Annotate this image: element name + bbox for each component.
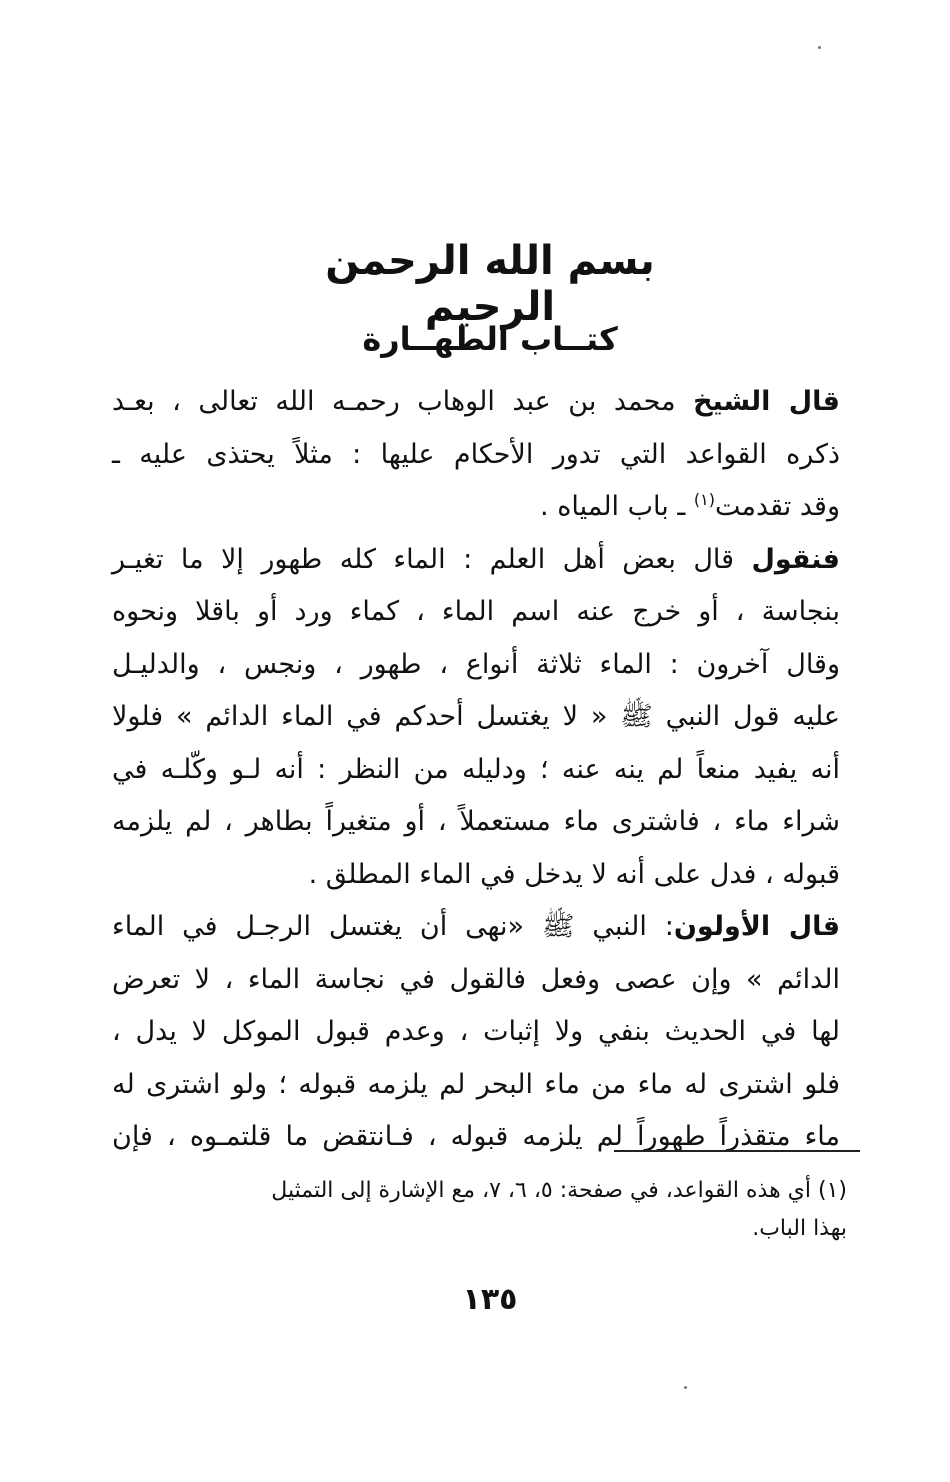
footnote [112, 1172, 847, 1248]
footnote-line: بهذا الباب. [752, 1216, 847, 1241]
line-text: أنه يفيد منعاً لم ينه عنه ؛ ودليله من النظر : أنه لـو وكّلـه في [112, 753, 840, 785]
footnote-line: (١) أي هذه القواعد، في صفحة: ٥، ٦، ٧، مع الإشارة إلى التمثيل [271, 1178, 847, 1203]
page-number: ١٣٥ [462, 1282, 518, 1317]
basmala-heading: بسم الله الرحمن الرحيم [325, 238, 655, 330]
line-text: شراء ماء ، فاشترى ماء مستعملاً ، أو متغيراً بطاهر ، لم يلزمه [112, 806, 840, 837]
lead-phrase: قال الشيخ [693, 386, 840, 417]
footnote-marker[interactable]: (١) [693, 490, 715, 509]
line-text: قبوله ، فدل على أنه لا يدخل في الماء المطلق . [308, 858, 840, 890]
paragraph-1 [112, 376, 840, 534]
line-text: ماء متقذراً طهوراً لم يلزمه قبوله ، فـانتقض ما قلتمـوه ، فإن [112, 1121, 840, 1152]
line-text: ذكره القواعد التي تدور الأحكام عليها : مثلاً يحتذى عليه ـ [112, 438, 840, 470]
lead-phrase: قال الأولون [673, 911, 840, 942]
paper-speck [818, 46, 821, 49]
text-line [112, 691, 840, 744]
text-line [112, 481, 840, 534]
text-line [112, 954, 840, 1007]
lead-phrase: فنقول [751, 543, 840, 575]
text-line [112, 1006, 840, 1059]
line-text: الدائم » وإن عصى وفعل فالقول في نجاسة الماء ، لا تعرض [112, 963, 840, 995]
line-text: وقال آخرون : الماء ثلاثة أنواع ، طهور ، ونجس ، والدليـل [112, 648, 840, 680]
text-line [112, 796, 840, 849]
text-line [112, 534, 840, 587]
text-line [112, 376, 840, 429]
text-line [112, 586, 840, 639]
main-text [112, 376, 840, 1164]
line-text: محمد بن عبد الوهاب رحمـه الله تعالى ، بعـد [112, 386, 694, 417]
chapter-title: كتــاب الطهــارة [362, 320, 618, 358]
paper-speck [684, 1386, 687, 1389]
line-text: فلو اشترى له ماء من ماء البحر لم يلزمه قبوله ؛ ولو اشترى له [112, 1068, 840, 1100]
text-line [112, 1059, 840, 1112]
text-line [112, 744, 840, 797]
line-text: عليه قول النبي ﷺ « لا يغتسل أحدكم في الماء الدائم » فلولا [112, 701, 840, 732]
paragraph-3 [112, 901, 840, 1164]
footnote-divider [614, 1150, 860, 1152]
line-text: قال بعض أهل العلم : الماء كله طهور إلا ما تغيـر [112, 543, 752, 575]
line-text: ـ باب المياه . [540, 491, 694, 522]
line-text: : النبي ﷺ «نهى أن يغتسل الرجـل في الماء [112, 911, 674, 942]
text-line [112, 849, 840, 902]
text-line [112, 429, 840, 482]
text-line [112, 639, 840, 692]
text-line [112, 1111, 840, 1164]
text-line [112, 901, 840, 954]
line-text: بنجاسة ، أو خرج عنه اسم الماء ، كماء ورد أو باقلا ونحوه [112, 596, 840, 627]
line-text: وقد تقدمت [714, 491, 840, 522]
paragraph-2 [112, 534, 840, 902]
line-text: لها في الحديث بنفي ولا إثبات ، وعدم قبول الموكل لا يدل ، [112, 1016, 840, 1047]
